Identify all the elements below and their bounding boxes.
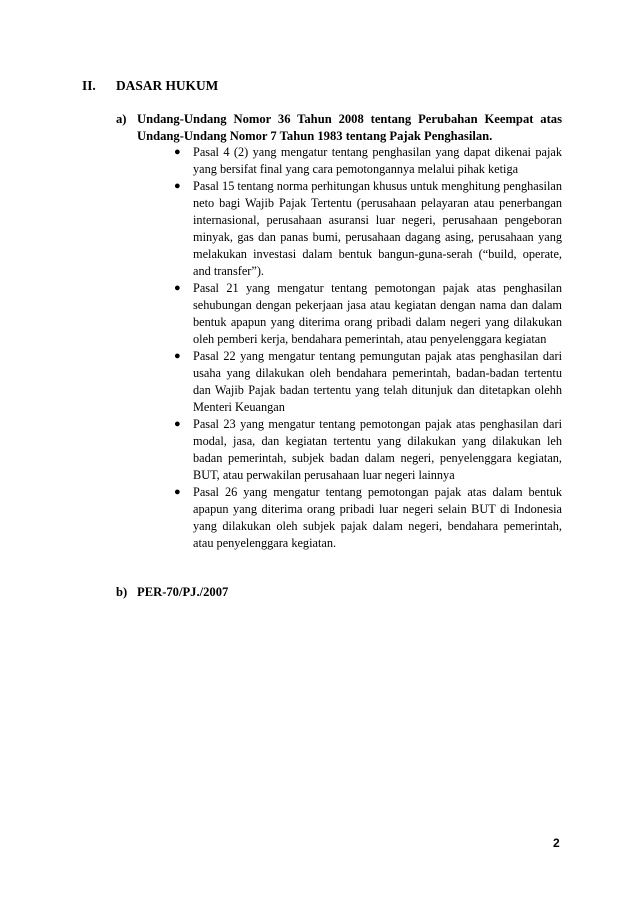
bullet-icon: ● xyxy=(174,146,181,158)
section-number: II. xyxy=(82,78,96,93)
list-item-text: Pasal 23 yang mengatur tentang pemotongan pajak atas penghasilan dari modal, jasa, dan kegiatan tertentu yang dilakukan yang dilakukan leh badan pemerintah, subjek badan dalam negeri, penyelenggara kegiatan, BUT, atau perwakilan perusahaan luar negeri lainnya xyxy=(193,417,562,482)
list-item xyxy=(174,144,562,178)
subsection-a xyxy=(116,111,562,145)
bullet-icon: ● xyxy=(174,180,181,192)
page-number: 2 xyxy=(553,836,560,850)
subsection-a-title: Undang-Undang Nomor 36 Tahun 2008 tentang Perubahan Keempat atas Undang-Undang Nomor 7 Tahun 1983 tentang Pajak Penghasilan. xyxy=(137,112,562,143)
pasal-list xyxy=(174,144,562,552)
bullet-icon: ● xyxy=(174,486,181,498)
bullet-icon: ● xyxy=(174,350,181,362)
list-item-text: Pasal 4 (2) yang mengatur tentang penghasilan yang dapat dikenai pajak yang bersifat final yang cara pemotongannya melalui pihak ketiga xyxy=(193,145,562,176)
bullet-icon: ● xyxy=(174,418,181,430)
list-item-text: Pasal 21 yang mengatur tentang pemotongan pajak atas penghasilan sehubungan dengan pekerjaan jasa atau kegiatan dengan nama dan dalam bentuk apapun yang diterima orang pribadi dalam negeri yang dilakukan oleh pemberi kerja, bendahara pemerintah, atau penyelenggara kegiatan xyxy=(193,281,562,346)
list-item xyxy=(174,348,562,416)
list-item xyxy=(174,178,562,280)
list-item-text: Pasal 26 yang mengatur tentang pemotongan pajak atas dalam bentuk apapun yang diterima orang pribadi luar negeri selain BUT di Indonesia yang dilakukan oleh subjek pajak dalam negeri, bendahara pemerintah, atau penyelenggara kegiatan. xyxy=(193,485,562,550)
section-title: DASAR HUKUM xyxy=(116,78,219,93)
subsection-b-marker: b) xyxy=(116,585,128,599)
subsection-a-marker: a) xyxy=(116,112,127,126)
list-item xyxy=(174,484,562,552)
list-item xyxy=(174,416,562,484)
list-item-text: Pasal 15 tentang norma perhitungan khusus untuk menghitung penghasilan neto bagi Wajib Pajak Tertentu (perusahaan pelayaran atau penerbangan internasional, perusahaan asuransi luar negeri, perusahaan pengeboran minyak, gas dan panas bumi, perusahaan dagang asing, perusahaan yang melakukan investasi dalam bentuk bangun-guna-serah (“build, operate, and transfer”). xyxy=(193,179,562,278)
bullet-icon: ● xyxy=(174,282,181,294)
subsection-b-title: PER-70/PJ./2007 xyxy=(137,585,229,599)
list-item xyxy=(174,280,562,348)
list-item-text: Pasal 22 yang mengatur tentang pemungutan pajak atas penghasilan dari usaha yang dilakukan oleh bendahara pemerintah, badan-badan tertentu dan Wajib Pajak badan tertentu yang telah ditunjuk dan ditetapkan olehh Menteri Keuangan xyxy=(193,349,562,414)
